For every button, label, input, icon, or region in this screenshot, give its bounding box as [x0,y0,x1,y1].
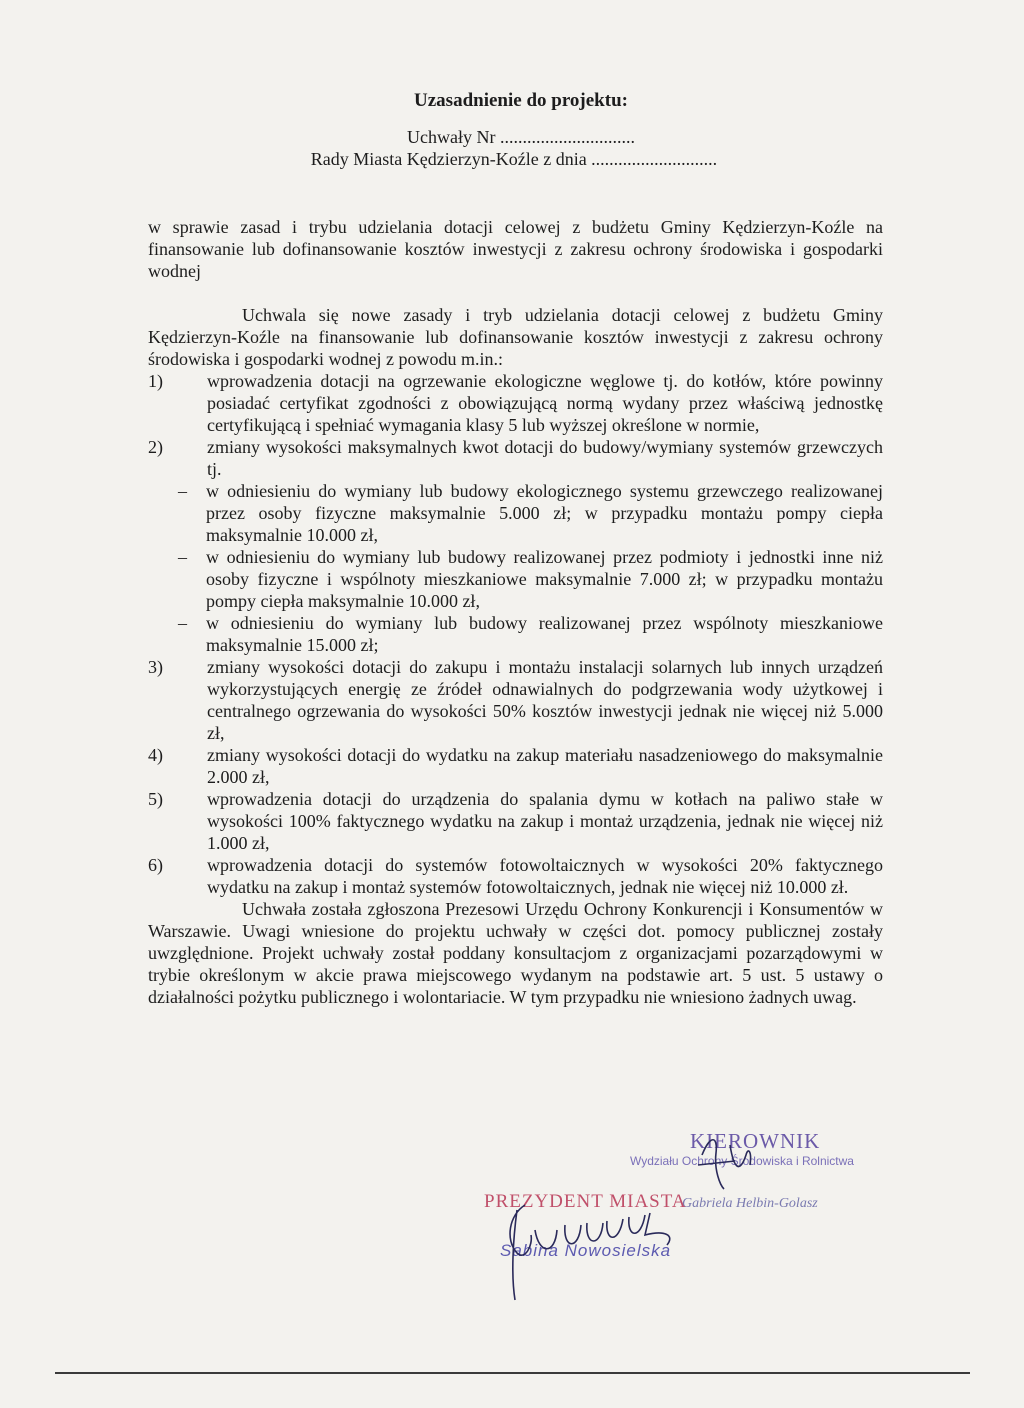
document-body [148,216,883,1008]
list-item [148,854,883,898]
list-item-text: zmiany wysokości dotacji do zakupu i montażu instalacji solarnych lub innych urządzeń wykorzystujących energię ze źródeł odnawialnych do podgrzewania wody użytkowej i centralnego ogrzewania do wysokości 50% kosztów inwestycji jednak nie więcej niż 5.000 zł, [207,657,883,743]
list-item-number: 3) [148,657,163,677]
dash-mark: – [178,547,187,567]
list-item-text: wprowadzenia dotacji do systemów fotowoltaicznych w wysokości 20% faktycznego wydatku na zakup i montaż systemów fotowoltaicznych, jednak nie więcej niż 10.000 zł. [207,855,883,897]
president-name-stamp: Sabina Nowosielska [500,1241,672,1260]
list-item-number: 1) [148,371,163,391]
kierownik-stamp: KIEROWNIK [690,1129,821,1153]
list-item-text: wprowadzenia dotacji na ogrzewanie ekologiczne węglowe tj. do kotłów, które powinny posiadać certyfikat zgodności z obowiązującą normą wydany przez właściwą jednostkę certyfikującą i spełniać wymagania klasy 5 lub wyższej określone w normie, [207,371,883,435]
list-item-number: 6) [148,855,163,875]
list-item [148,436,883,480]
list-item-number: 5) [148,789,163,809]
intro-paragraph: Uchwala się nowe zasady i tryb udzielania dotacji celowej z budżetu Gminy Kędzierzyn-Koźle na finansowanie lub dofinansowanie kosztów inwestycji z zakresu ochrony środowiska i gospodarki wodnej z powodu m.in.: [148,305,883,369]
dash-mark: – [178,613,187,633]
closing-paragraph: Uchwała została zgłoszona Prezesowi Urzędu Ochrony Konkurencji i Konsumentów w Warszawie. Uwagi wniesione do projektu uchwały w części dot. pomocy publicznej zostały uwzględnione. Projekt uchwały został poddany konsultacjom z organizacjami pozarządowymi w trybie określonym w akcie prawa miejscowego wydanym na podstawie art. 5 ust. 5 ustawy o działalności pożytku publicznego i wolontariacie. W tym przypadku nie wniesiono żadnych uwag. [148,899,883,1007]
dash-item [148,612,883,656]
list-item [148,788,883,854]
list-item-text: wprowadzenia dotacji do urządzenia do spalania dymu w kotłach na paliwo stałe w wysokości 100% faktycznego wydatku na zakup i montaż urządzenia, jednak nie więcej niż 1.000 zł, [207,789,883,853]
department-stamp: Wydziału Ochrony Środowiska i Rolnictwa [630,1154,854,1168]
president-signature [495,1195,695,1305]
kierownik-signature [690,1125,770,1195]
dash-mark: – [178,481,187,501]
president-stamp: PREZYDENT MIASTA [484,1191,687,1212]
dash-item-text: w odniesieniu do wymiany lub budowy realizowanej przez podmioty i jednostki inne niż osoby fizyczne i wspólnoty mieszkaniowe maksymalnie 7.000 zł; w przypadku montażu pompy ciepła maksymalnie 10.000 zł, [206,547,883,611]
list-item [148,744,883,788]
list-item [148,656,883,744]
list-item-text: zmiany wysokości dotacji do wydatku na zakup materiału nasadzeniowego do maksymalnie 2.000 zł, [207,745,883,787]
dash-item-text: w odniesieniu do wymiany lub budowy ekologicznego systemu grzewczego realizowanej przez osoby fizyczne maksymalnie 5.000 zł; w przypadku montażu pompy ciepła maksymalnie 10.000 zł, [206,481,883,545]
list-item-number: 2) [148,437,163,457]
subject-paragraph: w sprawie zasad i trybu udzielania dotacji celowej z budżetu Gminy Kędzierzyn-Koźle na finansowanie lub dofinansowanie kosztów inwestycji z zakresu ochrony środowiska i gospodarki wodnej [148,217,883,281]
list-item-text: zmiany wysokości maksymalnych kwot dotacji do budowy/wymiany systemów grzewczych tj. [207,437,883,479]
dash-item-text: w odniesieniu do wymiany lub budowy realizowanej przez wspólnoty mieszkaniowe maksymalnie 15.000 zł; [206,613,883,655]
dash-item [148,546,883,612]
dash-item [148,480,883,546]
document-title: Uzasadnienie do projektu: [414,90,628,111]
resolution-number-line: Uchwały Nr .............................. [407,127,635,147]
list-item [148,370,883,436]
list-item-number: 4) [148,745,163,765]
council-date-line: Rady Miasta Kędzierzyn-Koźle z dnia ............................ [310,149,718,169]
kierownik-name-stamp: Gabriela Helbin-Golasz [682,1196,818,1211]
bottom-rule [55,1372,970,1374]
